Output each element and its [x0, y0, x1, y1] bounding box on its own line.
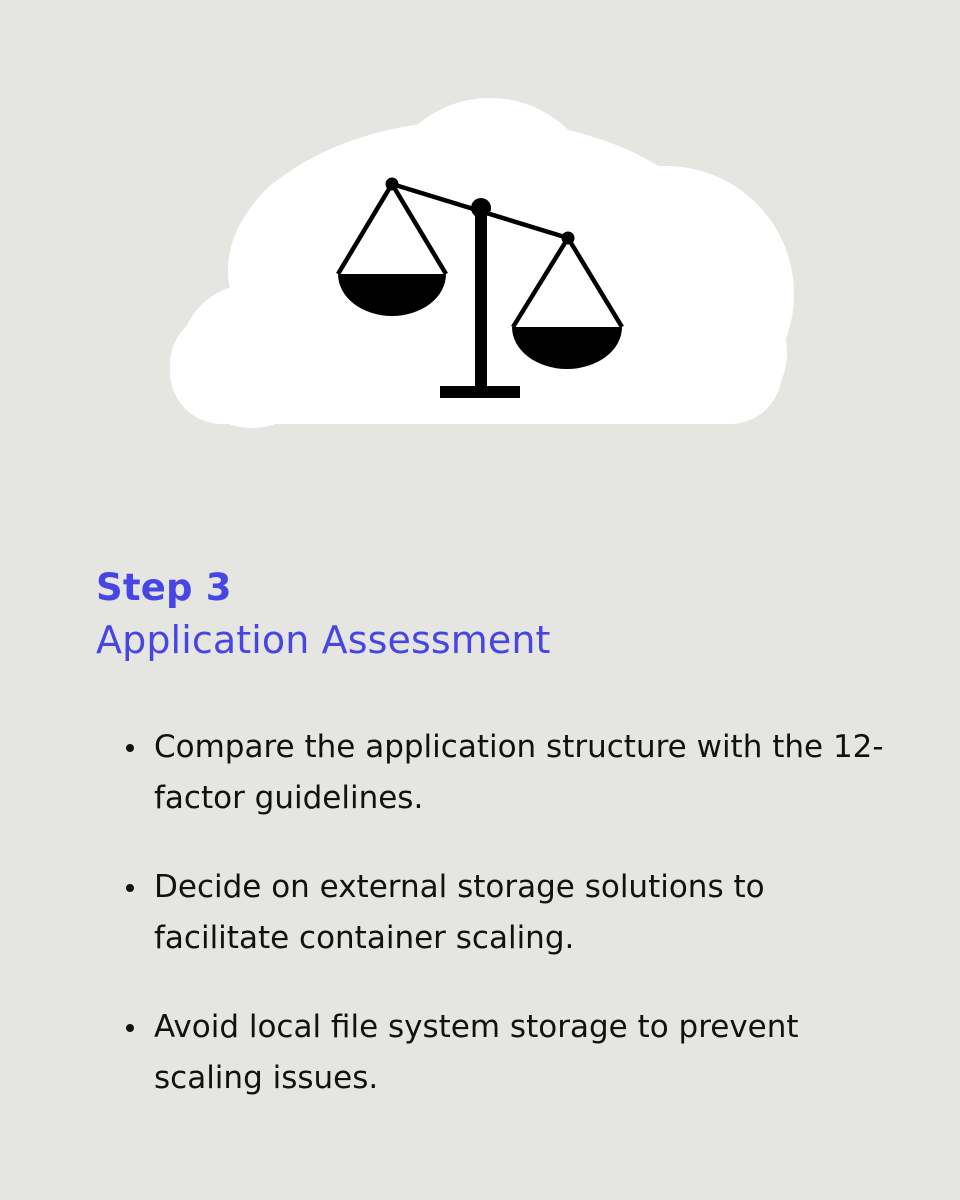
step-title: Application Assessment — [96, 618, 551, 663]
list-item-text: Avoid local file system storage to prevent scaling issues. — [154, 1008, 799, 1096]
list-item — [96, 862, 896, 964]
assessment-list — [96, 722, 896, 1104]
step-content — [96, 566, 896, 1142]
list-item — [96, 1002, 896, 1104]
bullet-dot-icon — [126, 884, 134, 892]
hero-svg — [0, 0, 960, 470]
bullet-dot-icon — [126, 744, 134, 752]
list-item-text: Compare the application structure with the 12-factor guidelines. — [154, 728, 884, 816]
hero-illustration — [0, 0, 960, 470]
bullet-dot-icon — [126, 1024, 134, 1032]
list-item-text: Decide on external storage solutions to facilitate container scaling. — [154, 868, 765, 956]
step-label: Step 3 — [96, 566, 232, 609]
list-item — [96, 722, 896, 824]
